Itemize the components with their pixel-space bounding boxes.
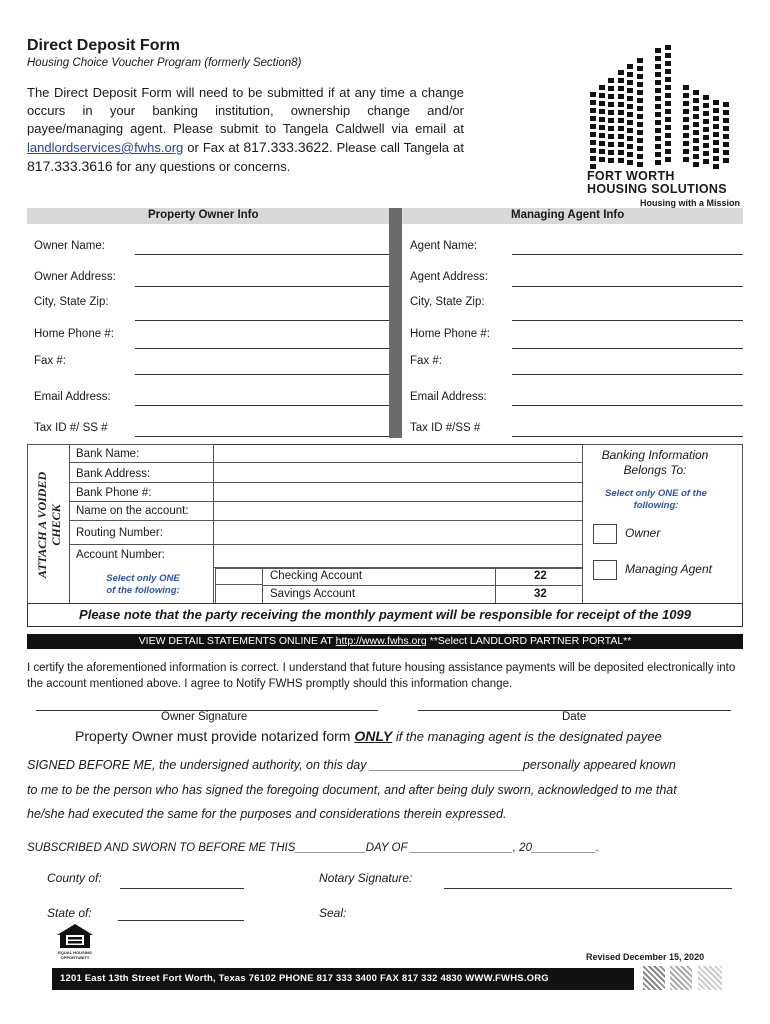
footer-stripe (643, 966, 665, 990)
owner-fax-field[interactable] (135, 374, 389, 375)
bank-row-line (69, 544, 583, 545)
revised-date: Revised December 15, 2020 (586, 952, 705, 962)
savings-code: 32 (534, 588, 547, 600)
belongs-line: Banking Information (601, 448, 709, 462)
bank-row-line (69, 482, 583, 483)
checking-label: Checking Account (270, 570, 363, 582)
bank-col-line (213, 444, 214, 568)
form-title: Direct Deposit Form (27, 37, 180, 54)
owner-address-label: Owner Address: (34, 271, 116, 283)
bank-phone-label: Bank Phone #: (76, 487, 152, 499)
notarize-text: if the managing agent is the designated payee (392, 729, 662, 744)
notarize-only: ONLY (354, 728, 393, 744)
hint-line: Select only ONE (106, 573, 180, 584)
logo-tagline: Housing with a Mission (640, 198, 741, 208)
owner-email-field[interactable] (135, 405, 389, 406)
attach-check-label (35, 472, 63, 578)
bank-row-line (69, 462, 583, 463)
notary-signature-label: Notary Signature: (319, 871, 413, 885)
account-label: Account Number: (76, 549, 165, 561)
logo-name-line: FORT WORTH (587, 169, 675, 183)
owner-phone-field[interactable] (135, 348, 389, 349)
divider-column (389, 208, 402, 438)
owner-name-field[interactable] (135, 254, 389, 255)
account-code-divider (495, 568, 496, 604)
attach-check-cell (27, 444, 70, 604)
intro-text: or Fax at (183, 140, 244, 155)
agent-city-label: City, State Zip: (410, 296, 485, 308)
agent-tax-label: Tax ID #/SS # (410, 422, 481, 434)
checking-code: 22 (534, 570, 547, 582)
bank-name-label: Bank Name: (76, 448, 140, 460)
owner-fax-label: Fax #: (34, 355, 66, 367)
owner-email-label: Email Address: (34, 391, 111, 403)
logo-name (587, 170, 727, 196)
owner-heading: Property Owner Info (148, 209, 259, 221)
attach-line: ATTACH A VOIDED (35, 471, 49, 579)
portal-link[interactable]: http://www.fwhs.org (335, 635, 427, 647)
phone-number: 817.333.3616 (27, 158, 113, 174)
agent-phone-label: Home Phone #: (410, 328, 490, 340)
intro-text: . Please call Tangela at (328, 140, 464, 155)
belongs-line: Belongs To: (623, 463, 687, 477)
affidavit-line: SIGNED BEFORE ME, the undersigned authority, on this day ______________________personally appeared known (27, 758, 676, 772)
select-one-hint (88, 573, 198, 597)
name-on-account-label: Name on the account: (76, 505, 189, 517)
intro-text: for any questions or concerns. (112, 159, 291, 174)
owner-address-field[interactable] (135, 286, 389, 287)
agent-tax-field[interactable] (512, 436, 743, 437)
affidavit-line: to me to be the person who has signed the foregoing document, and after being duly sworn, acknowledged to me that (27, 783, 677, 797)
responsibility-notice: Please note that the party receiving the monthly payment will be responsible for receipt of the 1099 (27, 603, 743, 627)
agent-name-field[interactable] (512, 254, 743, 255)
owner-tax-field[interactable] (135, 436, 389, 437)
agent-email-field[interactable] (512, 405, 743, 406)
agent-email-label: Email Address: (410, 391, 487, 403)
bank-row-line (69, 520, 583, 521)
email-link[interactable]: landlordservices@fwhs.org (27, 140, 184, 155)
owner-tax-label: Tax ID #/ SS # (34, 422, 108, 434)
state-field[interactable] (118, 920, 244, 921)
equal-housing-label: EQUAL HOUSING OPPORTUNITY (58, 950, 92, 960)
affidavit-line: he/she had executed the same for the purposes and considerations therein expressed. (27, 807, 507, 821)
agent-city-field[interactable] (512, 320, 743, 321)
seal-label: Seal: (319, 906, 347, 920)
intro-text: The Direct Deposit Form will need to be submitted if at any time a change occurs in your banking institution, ownership change and/or payee/managing agent. Please submit to Tangela Caldwell via email at (27, 85, 464, 136)
bank-row-line (213, 444, 583, 445)
agent-address-field[interactable] (512, 286, 743, 287)
account-type-divider (262, 585, 583, 586)
portal-bar (27, 634, 743, 649)
agent-fax-label: Fax #: (410, 355, 442, 367)
owner-option-checkbox[interactable] (593, 524, 617, 544)
attach-line: CHECK (49, 504, 63, 546)
footer-stripe (698, 966, 722, 990)
routing-label: Routing Number: (76, 527, 163, 539)
agent-address-label: Agent Address: (410, 271, 488, 283)
agent-name-label: Agent Name: (410, 240, 478, 252)
county-field[interactable] (120, 888, 244, 889)
owner-option-label: Owner (625, 526, 661, 540)
hint-line: Select only ONE of the (605, 488, 707, 499)
county-label: County of: (47, 871, 102, 885)
fax-number: 817.333.3622 (243, 139, 329, 155)
savings-checkbox[interactable] (215, 585, 263, 604)
portal-text: **Select LANDLORD PARTNER PORTAL** (426, 635, 632, 647)
belongs-to-heading (595, 448, 715, 478)
owner-name-label: Owner Name: (34, 240, 105, 252)
form-subtitle: Housing Choice Voucher Program (formerly Section8) (27, 57, 302, 69)
checking-checkbox[interactable] (215, 568, 263, 585)
agent-heading: Managing Agent Info (511, 209, 625, 221)
bank-row-line (69, 501, 583, 502)
logo-name-line: HOUSING SOLUTIONS (587, 182, 727, 196)
owner-phone-label: Home Phone #: (34, 328, 114, 340)
notary-signature-field[interactable] (444, 888, 732, 889)
agent-option-label: Managing Agent (625, 562, 712, 576)
footer-address-bar: 1201 East 13th Street Fort Worth, Texas 76102 PHONE 817 333 3400 FAX 817 332 4830 WWW.FWHS.ORG (52, 968, 634, 990)
sworn-statement: SUBSCRIBED AND SWORN TO BEFORE ME THIS___________DAY OF ________________, 20__________. (27, 842, 600, 854)
intro-paragraph (27, 84, 464, 176)
agent-fax-field[interactable] (512, 374, 743, 375)
date-label: Date (562, 711, 587, 723)
owner-signature-label: Owner Signature (161, 711, 248, 723)
hint-line: following: (633, 500, 679, 511)
footer-stripe (670, 966, 692, 990)
hint-line: of the following: (106, 585, 180, 596)
portal-text: VIEW DETAIL STATEMENTS ONLINE AT (138, 635, 336, 647)
notarize-text: Property Owner must provide notarized form (75, 728, 355, 744)
select-following-hint (597, 488, 715, 512)
savings-label: Savings Account (270, 588, 356, 600)
owner-city-label: City, State Zip: (34, 296, 109, 308)
notarize-instruction (75, 728, 662, 744)
state-label: State of: (47, 906, 92, 920)
agent-phone-field[interactable] (512, 348, 743, 349)
owner-city-field[interactable] (135, 320, 389, 321)
bank-address-label: Bank Address: (76, 468, 151, 480)
agent-option-checkbox[interactable] (593, 560, 617, 580)
certification-text: I certify the aforementioned information is correct. I understand that future housing assistance payments will be deposited electronically into the account mentioned above. I agree to Notify FWHS promptly should this information change. (27, 662, 736, 690)
